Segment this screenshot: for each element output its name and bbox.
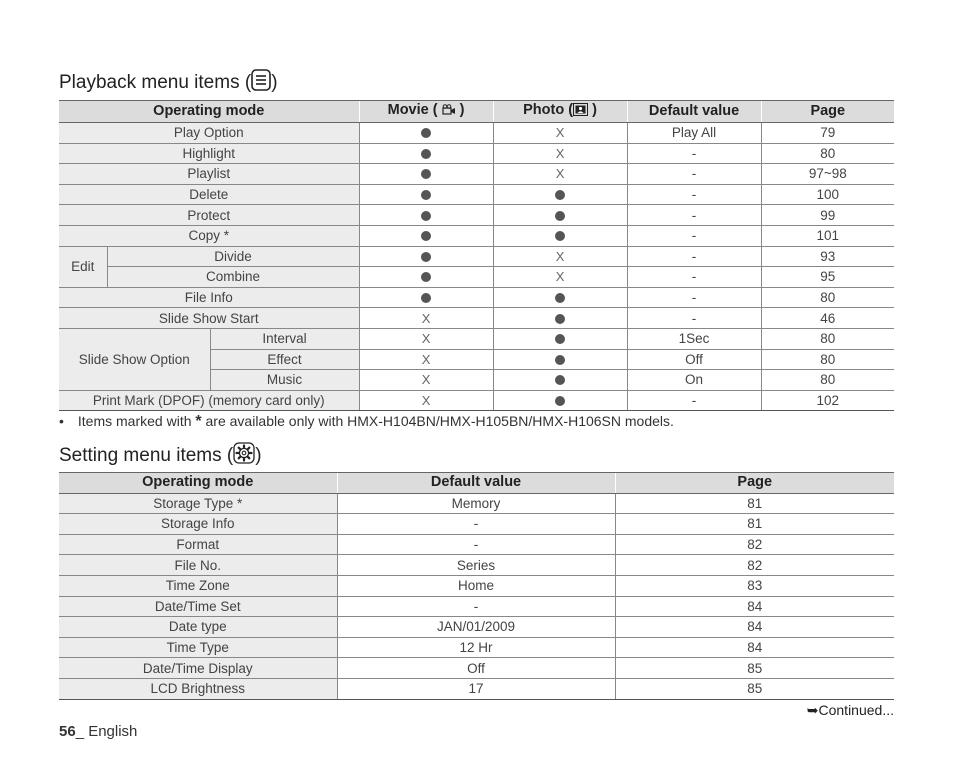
row-label: Storage Type * bbox=[59, 493, 337, 514]
row-label: Music bbox=[210, 370, 359, 391]
default-value-cell: - bbox=[627, 184, 761, 205]
row-label: Highlight bbox=[59, 143, 359, 164]
supported-dot-icon bbox=[555, 334, 565, 344]
table-row bbox=[59, 267, 894, 288]
table-row bbox=[59, 328, 894, 349]
group-label: Edit bbox=[59, 246, 107, 287]
default-value-cell: Series bbox=[337, 555, 615, 576]
page-cell: 97~98 bbox=[761, 164, 894, 185]
default-value-cell: Memory bbox=[337, 493, 615, 514]
playback-section-title bbox=[59, 69, 278, 97]
table-row bbox=[59, 123, 894, 144]
photo-cell bbox=[493, 349, 627, 370]
supported-dot-icon bbox=[555, 355, 565, 365]
setting-section-title bbox=[59, 442, 262, 470]
table-row bbox=[59, 184, 894, 205]
page-cell: 85 bbox=[615, 678, 894, 699]
supported-dot-icon bbox=[421, 272, 431, 282]
table-row bbox=[59, 164, 894, 185]
row-label: Format bbox=[59, 534, 337, 555]
default-value-cell: Off bbox=[627, 349, 761, 370]
header-photo-suffix: ) bbox=[588, 102, 597, 118]
table-row bbox=[59, 287, 894, 308]
supported-dot-icon bbox=[421, 169, 431, 179]
note-text-after: are available only with HMX-H104BN/HMX-H105BN/HMX-H106SN models. bbox=[201, 413, 674, 429]
note-text-before: Items marked with bbox=[77, 413, 196, 429]
table-row bbox=[59, 534, 894, 555]
page-cell: 81 bbox=[615, 514, 894, 535]
page-cell: 80 bbox=[761, 143, 894, 164]
unsupported-mark: X bbox=[421, 372, 431, 388]
gear-icon bbox=[233, 442, 255, 470]
header-movie-suffix: ) bbox=[455, 102, 465, 118]
movie-cell bbox=[359, 123, 493, 144]
playback-table bbox=[59, 100, 894, 411]
supported-dot-icon bbox=[421, 293, 431, 303]
supported-dot-icon bbox=[421, 149, 431, 159]
supported-dot-icon bbox=[421, 252, 431, 262]
row-label: Divide bbox=[107, 246, 359, 267]
photo-cell bbox=[493, 308, 627, 329]
unsupported-mark: X bbox=[421, 310, 431, 326]
page-footer bbox=[59, 723, 137, 740]
default-value-cell: 1Sec bbox=[627, 328, 761, 349]
supported-dot-icon bbox=[555, 314, 565, 324]
row-label: Effect bbox=[210, 349, 359, 370]
page-cell: 85 bbox=[615, 658, 894, 679]
header-operating-mode: Operating mode bbox=[59, 101, 359, 123]
playback-title-suffix: ) bbox=[271, 72, 278, 93]
row-label: Date/Time Set bbox=[59, 596, 337, 617]
page-cell: 102 bbox=[761, 390, 894, 411]
photo-icon bbox=[573, 103, 588, 122]
availability-note bbox=[59, 413, 674, 431]
photo-cell bbox=[493, 328, 627, 349]
supported-dot-icon bbox=[421, 231, 431, 241]
default-value-cell: On bbox=[627, 370, 761, 391]
page-cell: 95 bbox=[761, 267, 894, 288]
page-cell: 82 bbox=[615, 555, 894, 576]
table-row bbox=[59, 390, 894, 411]
unsupported-mark: X bbox=[555, 248, 565, 264]
movie-cell bbox=[359, 349, 493, 370]
page-cell: 99 bbox=[761, 205, 894, 226]
photo-cell bbox=[493, 390, 627, 411]
row-label: Protect bbox=[59, 205, 359, 226]
setting-title-prefix: Setting menu items ( bbox=[59, 445, 234, 466]
movie-camera-icon bbox=[442, 103, 456, 122]
row-label: Combine bbox=[107, 267, 359, 288]
header-photo bbox=[493, 101, 627, 123]
photo-cell bbox=[493, 287, 627, 308]
table-row bbox=[59, 596, 894, 617]
photo-cell bbox=[493, 123, 627, 144]
page-cell: 84 bbox=[615, 596, 894, 617]
page-cell: 101 bbox=[761, 225, 894, 246]
table-row bbox=[59, 246, 894, 267]
header-movie bbox=[359, 101, 493, 123]
page-cell: 83 bbox=[615, 575, 894, 596]
footer-separator: _ bbox=[75, 723, 89, 740]
continued-arrow-icon: ➥ bbox=[806, 702, 819, 718]
supported-dot-icon bbox=[421, 128, 431, 138]
table-row bbox=[59, 205, 894, 226]
supported-dot-icon bbox=[555, 231, 565, 241]
default-value-cell: - bbox=[627, 164, 761, 185]
header-default-value: Default value bbox=[337, 473, 615, 494]
row-label: Playlist bbox=[59, 164, 359, 185]
movie-cell bbox=[359, 287, 493, 308]
unsupported-mark: X bbox=[555, 269, 565, 285]
page-cell: 80 bbox=[761, 349, 894, 370]
note-bullet: • bbox=[59, 413, 64, 429]
movie-cell bbox=[359, 205, 493, 226]
photo-cell bbox=[493, 246, 627, 267]
movie-cell bbox=[359, 328, 493, 349]
movie-cell bbox=[359, 370, 493, 391]
movie-cell bbox=[359, 267, 493, 288]
row-label: Slide Show Start bbox=[59, 308, 359, 329]
page-cell: 84 bbox=[615, 637, 894, 658]
table-row bbox=[59, 637, 894, 658]
header-operating-mode: Operating mode bbox=[59, 473, 337, 494]
photo-cell bbox=[493, 184, 627, 205]
row-label: LCD Brightness bbox=[59, 678, 337, 699]
menu-list-icon bbox=[251, 69, 271, 97]
movie-cell bbox=[359, 225, 493, 246]
playback-title-prefix: Playback menu items ( bbox=[59, 72, 252, 93]
table-row bbox=[59, 493, 894, 514]
unsupported-mark: X bbox=[555, 145, 565, 161]
page-cell: 80 bbox=[761, 328, 894, 349]
continued-label bbox=[807, 702, 894, 719]
row-label: Date type bbox=[59, 617, 337, 638]
row-label: File Info bbox=[59, 287, 359, 308]
page-cell: 80 bbox=[761, 287, 894, 308]
table-row bbox=[59, 225, 894, 246]
supported-dot-icon bbox=[421, 211, 431, 221]
group-label: Slide Show Option bbox=[59, 328, 210, 390]
default-value-cell: - bbox=[337, 596, 615, 617]
default-value-cell: - bbox=[627, 308, 761, 329]
page-cell: 46 bbox=[761, 308, 894, 329]
photo-cell bbox=[493, 267, 627, 288]
row-label: Time Type bbox=[59, 637, 337, 658]
movie-cell bbox=[359, 390, 493, 411]
page-cell: 93 bbox=[761, 246, 894, 267]
footer-language: English bbox=[88, 723, 138, 740]
photo-cell bbox=[493, 164, 627, 185]
setting-title-suffix: ) bbox=[255, 445, 262, 466]
default-value-cell: - bbox=[337, 534, 615, 555]
page-cell: 79 bbox=[761, 123, 894, 144]
supported-dot-icon bbox=[555, 396, 565, 406]
table-row bbox=[59, 555, 894, 576]
unsupported-mark: X bbox=[555, 125, 565, 141]
header-photo-prefix: Photo ( bbox=[523, 102, 574, 118]
default-value-cell: - bbox=[627, 390, 761, 411]
page-cell: 84 bbox=[615, 617, 894, 638]
default-value-cell: - bbox=[627, 287, 761, 308]
page-cell: 81 bbox=[615, 493, 894, 514]
default-value-cell: 12 Hr bbox=[337, 637, 615, 658]
page-cell: 82 bbox=[615, 534, 894, 555]
unsupported-mark: X bbox=[421, 393, 431, 409]
row-label: File No. bbox=[59, 555, 337, 576]
movie-cell bbox=[359, 164, 493, 185]
page-number: 56 bbox=[59, 723, 76, 740]
movie-cell bbox=[359, 143, 493, 164]
table-row bbox=[59, 678, 894, 699]
page-cell: 100 bbox=[761, 184, 894, 205]
playback-header-row bbox=[59, 101, 894, 123]
default-value-cell: - bbox=[627, 205, 761, 226]
photo-cell bbox=[493, 143, 627, 164]
default-value-cell: JAN/01/2009 bbox=[337, 617, 615, 638]
photo-cell bbox=[493, 225, 627, 246]
header-page: Page bbox=[761, 101, 894, 123]
setting-table bbox=[59, 472, 894, 700]
row-label: Delete bbox=[59, 184, 359, 205]
note-star: * bbox=[195, 413, 202, 430]
table-row bbox=[59, 575, 894, 596]
row-label: Print Mark (DPOF) (memory card only) bbox=[59, 390, 359, 411]
row-label: Copy * bbox=[59, 225, 359, 246]
unsupported-mark: X bbox=[555, 166, 565, 182]
default-value-cell: - bbox=[627, 246, 761, 267]
movie-cell bbox=[359, 246, 493, 267]
default-value-cell: Home bbox=[337, 575, 615, 596]
supported-dot-icon bbox=[555, 293, 565, 303]
table-row bbox=[59, 658, 894, 679]
default-value-cell: Off bbox=[337, 658, 615, 679]
setting-header-row bbox=[59, 473, 894, 494]
supported-dot-icon bbox=[555, 375, 565, 385]
photo-cell bbox=[493, 205, 627, 226]
unsupported-mark: X bbox=[421, 351, 431, 367]
row-label: Play Option bbox=[59, 123, 359, 144]
photo-cell bbox=[493, 370, 627, 391]
row-label: Interval bbox=[210, 328, 359, 349]
table-row bbox=[59, 617, 894, 638]
supported-dot-icon bbox=[555, 211, 565, 221]
row-label: Time Zone bbox=[59, 575, 337, 596]
default-value-cell: - bbox=[627, 143, 761, 164]
default-value-cell: - bbox=[627, 267, 761, 288]
header-default-value: Default value bbox=[627, 101, 761, 123]
page-cell: 80 bbox=[761, 370, 894, 391]
default-value-cell: - bbox=[337, 514, 615, 535]
supported-dot-icon bbox=[555, 190, 565, 200]
supported-dot-icon bbox=[421, 190, 431, 200]
unsupported-mark: X bbox=[421, 331, 431, 347]
header-movie-prefix: Movie ( bbox=[387, 102, 442, 118]
movie-cell bbox=[359, 308, 493, 329]
continued-text: Continued... bbox=[818, 702, 894, 718]
table-row bbox=[59, 143, 894, 164]
default-value-cell: - bbox=[627, 225, 761, 246]
default-value-cell: 17 bbox=[337, 678, 615, 699]
header-page: Page bbox=[615, 473, 894, 494]
movie-cell bbox=[359, 184, 493, 205]
row-label: Date/Time Display bbox=[59, 658, 337, 679]
row-label: Storage Info bbox=[59, 514, 337, 535]
table-row bbox=[59, 308, 894, 329]
table-row bbox=[59, 514, 894, 535]
default-value-cell: Play All bbox=[627, 123, 761, 144]
